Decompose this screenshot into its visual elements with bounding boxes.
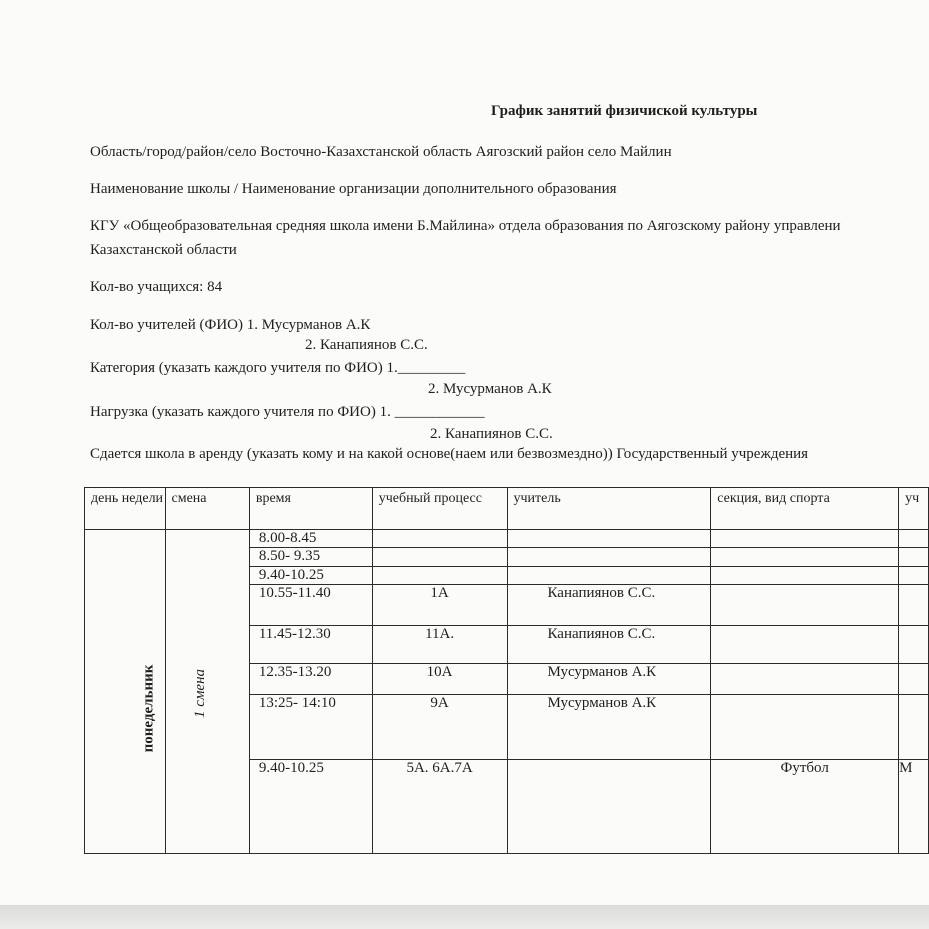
section-cell bbox=[711, 626, 899, 664]
time-cell: 9.40-10.25 bbox=[249, 567, 372, 585]
time-cell: 10.55-11.40 bbox=[249, 585, 372, 626]
section-cell: Футбол bbox=[711, 760, 899, 854]
class-cell: 1A bbox=[372, 585, 507, 626]
teacher-cell: Канапиянов С.С. bbox=[507, 626, 711, 664]
teacher-cell: Мусурманов А.К bbox=[507, 664, 711, 695]
teachers-line-1: Кол-во учителей (ФИО) 1. Мусурманов А.К bbox=[90, 317, 371, 333]
category-line-1: Категория (указать каждого учителя по ФИО) 1._________ bbox=[90, 360, 466, 376]
school-name-label: Наименование школы / Наименование организации дополнительного образования bbox=[90, 181, 617, 197]
header-extra: уч bbox=[899, 488, 929, 530]
time-cell: 12.35-13.20 bbox=[249, 664, 372, 695]
shift-label: 1 смена bbox=[191, 668, 208, 719]
header-process: учебный процесс bbox=[372, 488, 507, 530]
table-row bbox=[85, 530, 929, 548]
time-cell: 8.50- 9.35 bbox=[249, 548, 372, 567]
header-time: время bbox=[249, 488, 372, 530]
load-line-2: 2. Канапиянов С.С. bbox=[430, 426, 553, 442]
section-cell bbox=[711, 585, 899, 626]
shift-cell bbox=[165, 530, 249, 854]
category-line-2: 2. Мусурманов А.К bbox=[428, 381, 552, 397]
class-cell: 5A. 6A.7A bbox=[372, 760, 507, 854]
teacher-cell bbox=[507, 567, 711, 585]
teacher-cell: Канапиянов С.С. bbox=[507, 585, 711, 626]
section-cell bbox=[711, 548, 899, 567]
document-title: График занятий физичиской культуры bbox=[491, 103, 758, 119]
table-header-row bbox=[85, 488, 929, 530]
students-count: Кол-во учащихся: 84 bbox=[90, 279, 223, 295]
time-cell: 11.45-12.30 bbox=[249, 626, 372, 664]
extra-cell bbox=[899, 664, 929, 695]
extra-cell bbox=[899, 585, 929, 626]
header-shift: смена bbox=[165, 488, 249, 530]
rent-line: Сдается школа в аренду (указать кому и на какой основе(наем или безвозмездно)) Государственный учреждения bbox=[90, 446, 809, 462]
time-cell: 8.00-8.45 bbox=[249, 530, 372, 548]
class-cell: 11A. bbox=[372, 626, 507, 664]
day-label: понедельник bbox=[140, 664, 157, 753]
header-day: день недели bbox=[85, 488, 166, 530]
school-name-line-2: Казахстанской области bbox=[90, 242, 237, 258]
extra-cell bbox=[899, 695, 929, 760]
section-cell bbox=[711, 664, 899, 695]
header-section: секция, вид спорта bbox=[711, 488, 899, 530]
load-line-1: Нагрузка (указать каждого учителя по ФИО) 1. ____________ bbox=[90, 404, 485, 420]
teacher-cell bbox=[507, 760, 711, 854]
extra-cell bbox=[899, 626, 929, 664]
teacher-cell bbox=[507, 548, 711, 567]
class-cell: 9A bbox=[372, 695, 507, 760]
extra-cell bbox=[899, 548, 929, 567]
teacher-cell: Мусурманов А.К bbox=[507, 695, 711, 760]
day-cell bbox=[85, 530, 166, 854]
school-name-line-1: КГУ «Общеобразовательная средняя школа имени Б.Майлина» отдела образования по Аягозскому району управлени bbox=[90, 218, 841, 234]
teacher-cell bbox=[507, 530, 711, 548]
class-cell bbox=[372, 548, 507, 567]
schedule-table bbox=[84, 487, 929, 854]
scan-bottom-edge bbox=[0, 905, 929, 929]
section-cell bbox=[711, 695, 899, 760]
class-cell bbox=[372, 567, 507, 585]
region-line: Область/город/район/село Восточно-Казахстанской область Аягозский район село Майлин bbox=[90, 144, 672, 160]
time-cell: 13:25- 14:10 bbox=[249, 695, 372, 760]
section-cell bbox=[711, 567, 899, 585]
section-cell bbox=[711, 530, 899, 548]
class-cell: 10A bbox=[372, 664, 507, 695]
class-cell bbox=[372, 530, 507, 548]
extra-cell bbox=[899, 567, 929, 585]
teachers-line-2: 2. Канапиянов С.С. bbox=[305, 337, 428, 353]
extra-cell: М bbox=[899, 760, 929, 854]
extra-cell bbox=[899, 530, 929, 548]
time-cell: 9.40-10.25 bbox=[249, 760, 372, 854]
header-teacher: учитель bbox=[507, 488, 711, 530]
